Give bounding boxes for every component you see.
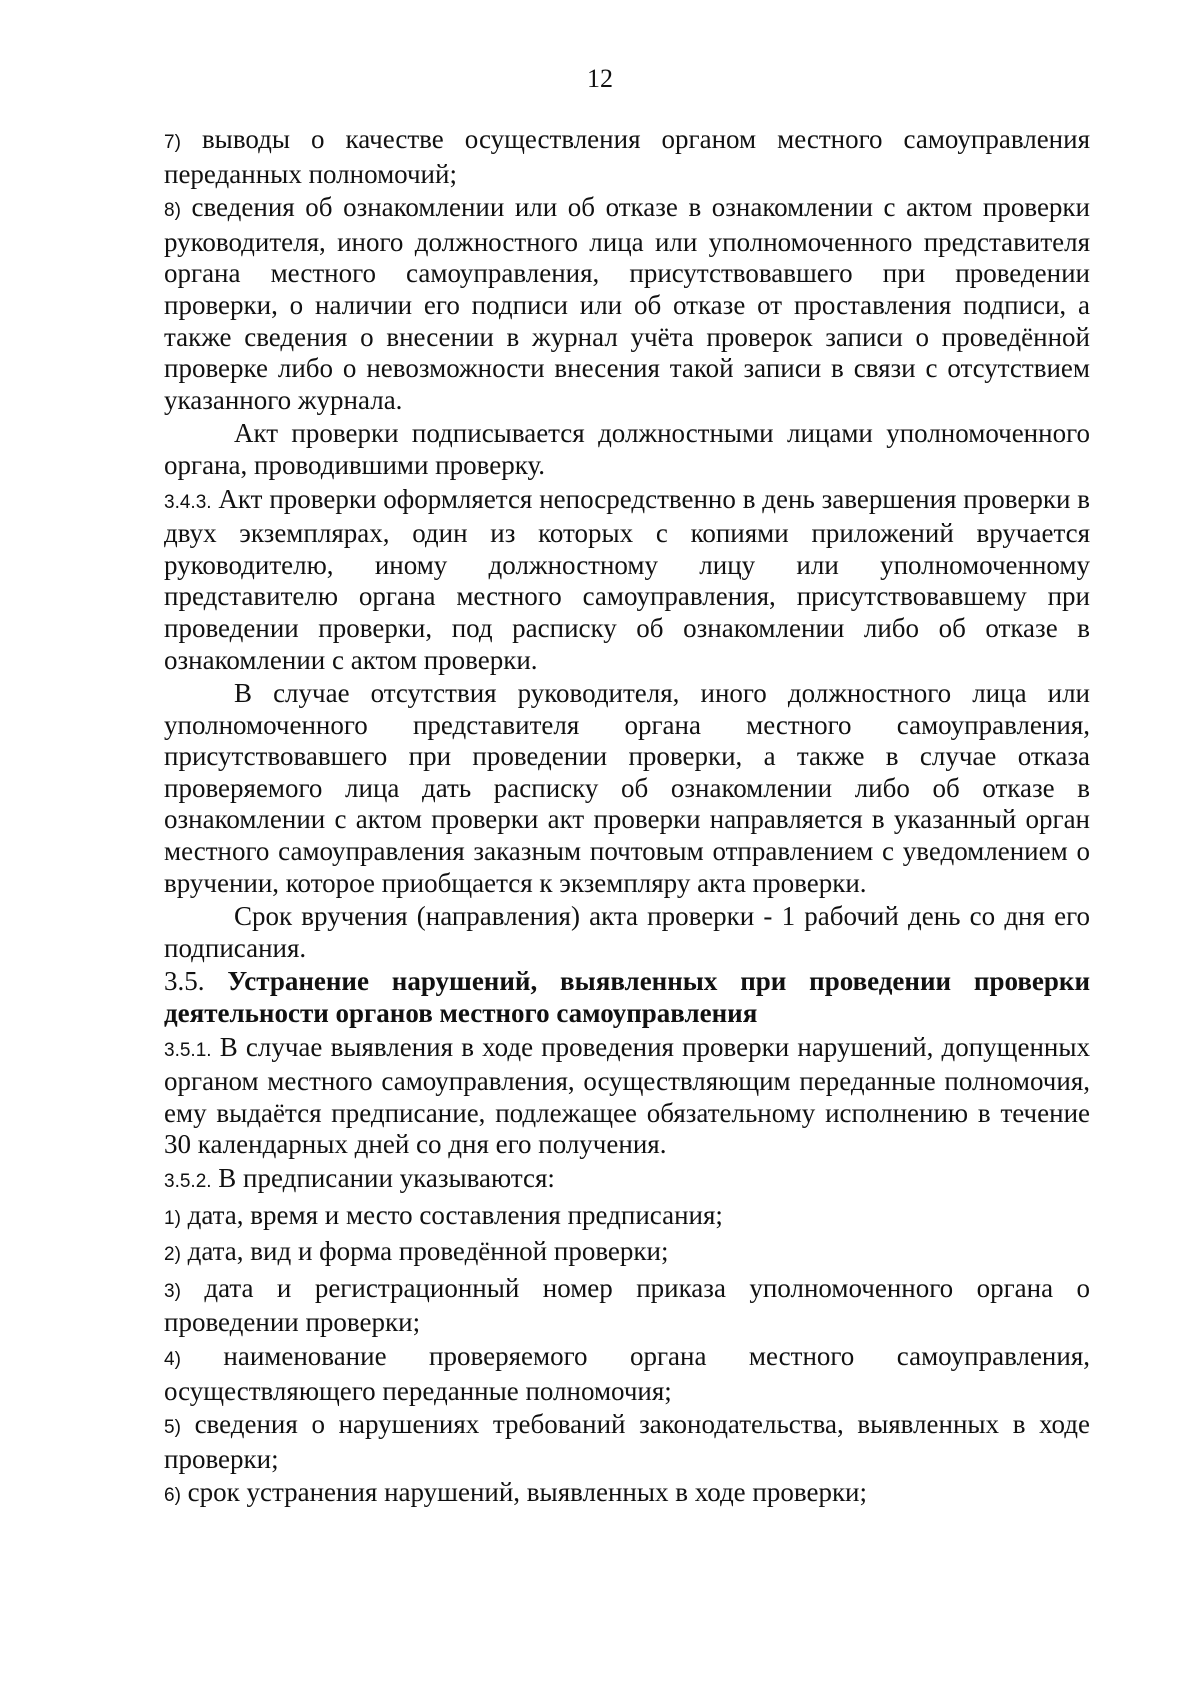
list-item <box>164 192 1090 416</box>
section-number: 3.5. <box>164 966 205 997</box>
clause-number: 3.5.2. <box>164 1171 212 1192</box>
list-item-text: сведения о нарушениях требований законодательства, выявленных в ходе проверки; <box>164 1409 1091 1474</box>
list-item-text: дата и регистрационный номер приказа уполномоченного органа о проведении проверки; <box>164 1272 1090 1338</box>
list-item-number: 5) <box>164 1417 181 1439</box>
list-item-number: 8) <box>164 200 181 222</box>
clause-text: Акт проверки оформляется непосредственно в день завершения проверки в двух экземплярах, один из которых с копиями приложений вручается руководителю, иному должностному лицу или уполномоченному представителю органа местного самоуправления, присутствовавшему при проведении проверки, под расписку об ознакомлении либо об отказе в ознакомлении с актом проверки. <box>164 483 1091 675</box>
list-item-text: наименование проверяемого органа местного самоуправления, осуществляющего переданные полномочия; <box>164 1340 1091 1406</box>
list-item-text: дата, время и место составления предписания; <box>187 1199 723 1230</box>
document-body <box>164 124 1090 1512</box>
list-item-text: сведения об ознакомлении или об отказе в ознакомлении с актом проверки руководителя, иного должностного лица или уполномоченного представителя органа местного самоуправления, присутствовавшего при проведении проверки, о наличии его подписи или об отказе от проставления подписи, а также сведения о внесении в журнал учёта проверок записи о проведённой проверке либо о невозможности внесения такой записи в связи с отсутствием указанного журнала. <box>164 192 1090 415</box>
clause-text: В предписании указываются: <box>218 1163 555 1193</box>
list-item-number: 1) <box>164 1207 181 1229</box>
list-item-text: дата, вид и форма проведённой проверки; <box>187 1236 669 1267</box>
clause-number: 3.4.3. <box>164 491 212 513</box>
list-item-number: 6) <box>164 1485 181 1507</box>
clause-number: 3.5.1. <box>164 1039 212 1061</box>
list-item <box>164 1477 1090 1512</box>
page-number: 12 <box>587 64 613 93</box>
list-item-number: 4) <box>164 1348 181 1370</box>
list-item <box>164 1341 1090 1407</box>
clause-3-5-2 <box>164 1163 1090 1198</box>
list-item <box>164 1273 1090 1339</box>
list-item-number: 2) <box>164 1244 181 1266</box>
clause-3-4-3 <box>164 484 1090 677</box>
section-heading-3-5 <box>164 966 1090 1029</box>
clause-3-5-1 <box>164 1032 1090 1161</box>
list-item <box>164 1236 1090 1271</box>
list-item <box>164 1200 1090 1235</box>
list-item <box>164 124 1090 190</box>
paragraph-term: Срок вручения (направления) акта проверки - 1 рабочий день со дня его подписания. <box>164 901 1090 963</box>
list-item <box>164 1409 1090 1475</box>
list-item-text: выводы о качестве осуществления органом местного самоуправления переданных полномочий; <box>164 124 1090 189</box>
clause-text: В случае выявления в ходе проведения проверки нарушений, допущенных органом местного самоуправления, осуществляющим переданные полномочия, ему выдаётся предписание, подлежащее обязательному исполнению в течение 30 календарных дней со дня его получения. <box>164 1031 1090 1160</box>
list-item-number: 3) <box>164 1280 181 1302</box>
paragraph-absence: В случае отсутствия руководителя, иного должностного лица или уполномоченного представителя органа местного самоуправления, присутствовавшего при проведении проверки, а также в случае отказа проверяемого лица дать расписку об ознакомлении либо об отказе в ознакомлении с актом проверки акт проверки направляется в указанный орган местного самоуправления заказным почтовым отправлением с уведомлением о вручении, которое приобщается к экземпляру акта проверки. <box>164 678 1090 898</box>
section-title: Устранение нарушений, выявленных при проведении проверки деятельности органов местного самоуправления <box>164 966 1091 1029</box>
paragraph-act-signed: Акт проверки подписывается должностными лицами уполномоченного органа, проводившими проверку. <box>164 418 1090 480</box>
list-item-number: 7) <box>164 132 181 153</box>
list-item-text: срок устранения нарушений, выявленных в ходе проверки; <box>187 1477 868 1508</box>
